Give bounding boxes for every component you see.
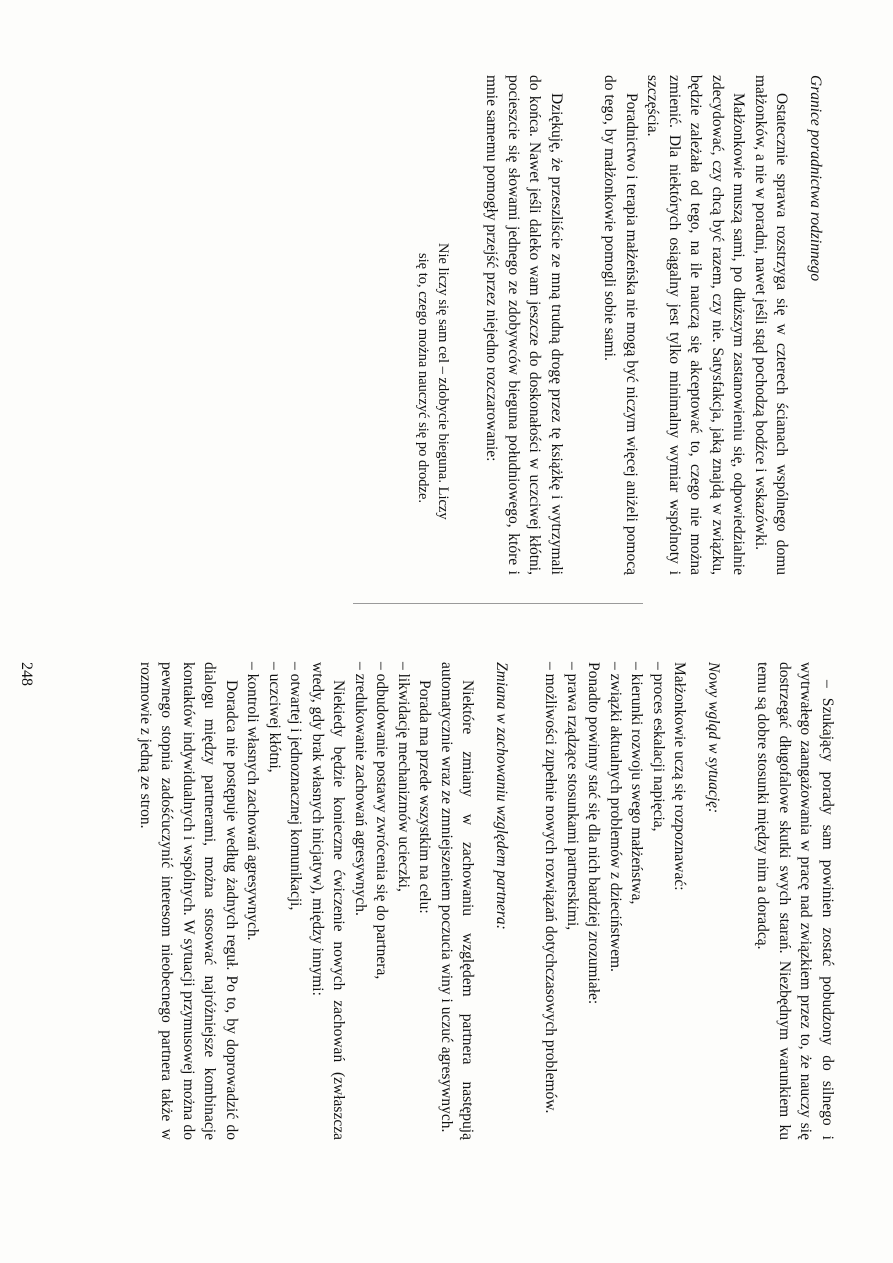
spacer xyxy=(583,75,599,575)
page-gutter-line xyxy=(353,603,643,604)
page-number: 248 xyxy=(18,662,35,686)
section-heading-behavior-change: Zmiana w zachowaniu względem partnera: xyxy=(493,662,510,930)
paragraph-acknowledgement: Dziękuję, że przeszliście ze mną trudną drogę przez tę książkę i wytrzymali do końca. Nawet jeśli daleko wam jeszcze do doskonałości w uczciwej kłótni, pocieszcie się słowami jednego ze zdobywców bieguna południowego, które i mnie samemu pomogły przejść przez niejedno rozczarowanie: xyxy=(483,75,565,575)
list-item: – zredukowanie zachowań agresywnych. xyxy=(352,662,369,916)
motto-line: się to, czego można nauczyć się po drodze. xyxy=(415,253,431,504)
list-item: – możliwości zupełnie nowych rozwiązań dotychczasowych problemów. xyxy=(542,662,560,1114)
list-item: – uczciwej kłótni, xyxy=(266,662,283,773)
paragraph: Poradnictwo i terapia małżeńska nie mogą być niczym więcej aniżeli pomocą do tego, by małżonkowie pomogli sobie sami. xyxy=(601,75,640,575)
spacer xyxy=(524,662,540,1140)
left-page xyxy=(0,620,893,1263)
motto-line: Nie liczy się sam cel – zdobycie bieguna. Liczy xyxy=(435,243,451,520)
left-page-column xyxy=(135,662,839,1140)
list-item: – związki aktualnych problemów z dzieciństwem. xyxy=(607,662,624,972)
paragraph: Małżonkowie uczą się rozpoznawać: xyxy=(671,662,689,891)
paragraph: Doradca nie postępuje według żadnych reguł. Po to, by doprowadzić do dialogu między partnerami, można stosować najróżniejsze kombinacje kontaktów indywidualnych i wspólnych. W sytuacji przymusowej można do pewnego stopnia zadośćuczynić interesom nieobecnego partnera także w rozmowie z jedną ze stron. xyxy=(137,662,240,1140)
paragraph: Niekiedy będzie konieczne ćwiczenie nowych zachowań (zwłaszcza wtedy, gdy brak własnych inicjatyw), między innymi: xyxy=(309,662,348,1140)
list-item: – kontroli własnych zachowań agresywnych. xyxy=(244,662,262,941)
intro-paragraph: – Szukający porady sam powinien zostać pobudzony do silnego i wytrwałego zaangażowania w pracę nad związkiem przez to, że nauczy się dostrzegać długofalowe skutki swych starań. Niezbędnym warunkiem ku temu są dobre stosunki między nim a doradcą. xyxy=(754,662,836,1140)
list-item: – proces eskalacji napięcia, xyxy=(650,662,667,832)
spacer xyxy=(567,75,583,575)
right-page xyxy=(0,0,893,600)
list-item: – odbudowanie postawy zwrócenia się do partnera, xyxy=(373,662,391,980)
paragraph: Niektóre zmiany w zachowaniu względem partnera następują automatycznie wraz ze zmniejszeniem poczucia winy i uczuć agresywnych. xyxy=(438,662,477,1140)
motto-quote xyxy=(413,243,453,575)
right-page-column xyxy=(413,75,838,575)
paragraph: Porada ma przede wszystkim na celu: xyxy=(416,680,434,914)
spacer xyxy=(736,662,752,1140)
list-item: – otwartej i jednoznacznej komunikacji, xyxy=(287,662,305,911)
paragraph: Ostatecznie sprawa rozstrzyga się w czterech ścianach wspólnego domu małżonków, a nie w poradni, nawet jeśli stąd pochodzą bodźce i wskazówki. xyxy=(752,75,791,575)
paragraph: Ponadto powinny stać się dla nich bardziej zrozumiałe: xyxy=(585,662,603,1005)
paragraph: Małżonkowie muszą sami, po dłuższym zastanowieniu się, odpowiedzialnie zdecydować, czy chcą być razem, czy nie. Satysfakcja, jaką znajdą w związku, będzie zależała od tego, na ile nauczą się akceptować to, czego nie można zmienić. Dla niektórych osiągalny jest tylko minimalny wymiar wspólnoty i szczęścia. xyxy=(644,75,748,575)
section-heading-family-counseling-limits: Granice poradnictwa rodzinnego xyxy=(807,75,824,282)
list-item: – likwidację mechanizmów ucieczki, xyxy=(395,662,412,892)
list-item: – prawa rządzące stosunkami partnerskimi, xyxy=(564,662,581,931)
section-heading-new-insight: Nowy wgląd w sytuację: xyxy=(705,662,722,814)
list-item: – kierunki rozwoju swego małżeństwa, xyxy=(628,662,646,905)
